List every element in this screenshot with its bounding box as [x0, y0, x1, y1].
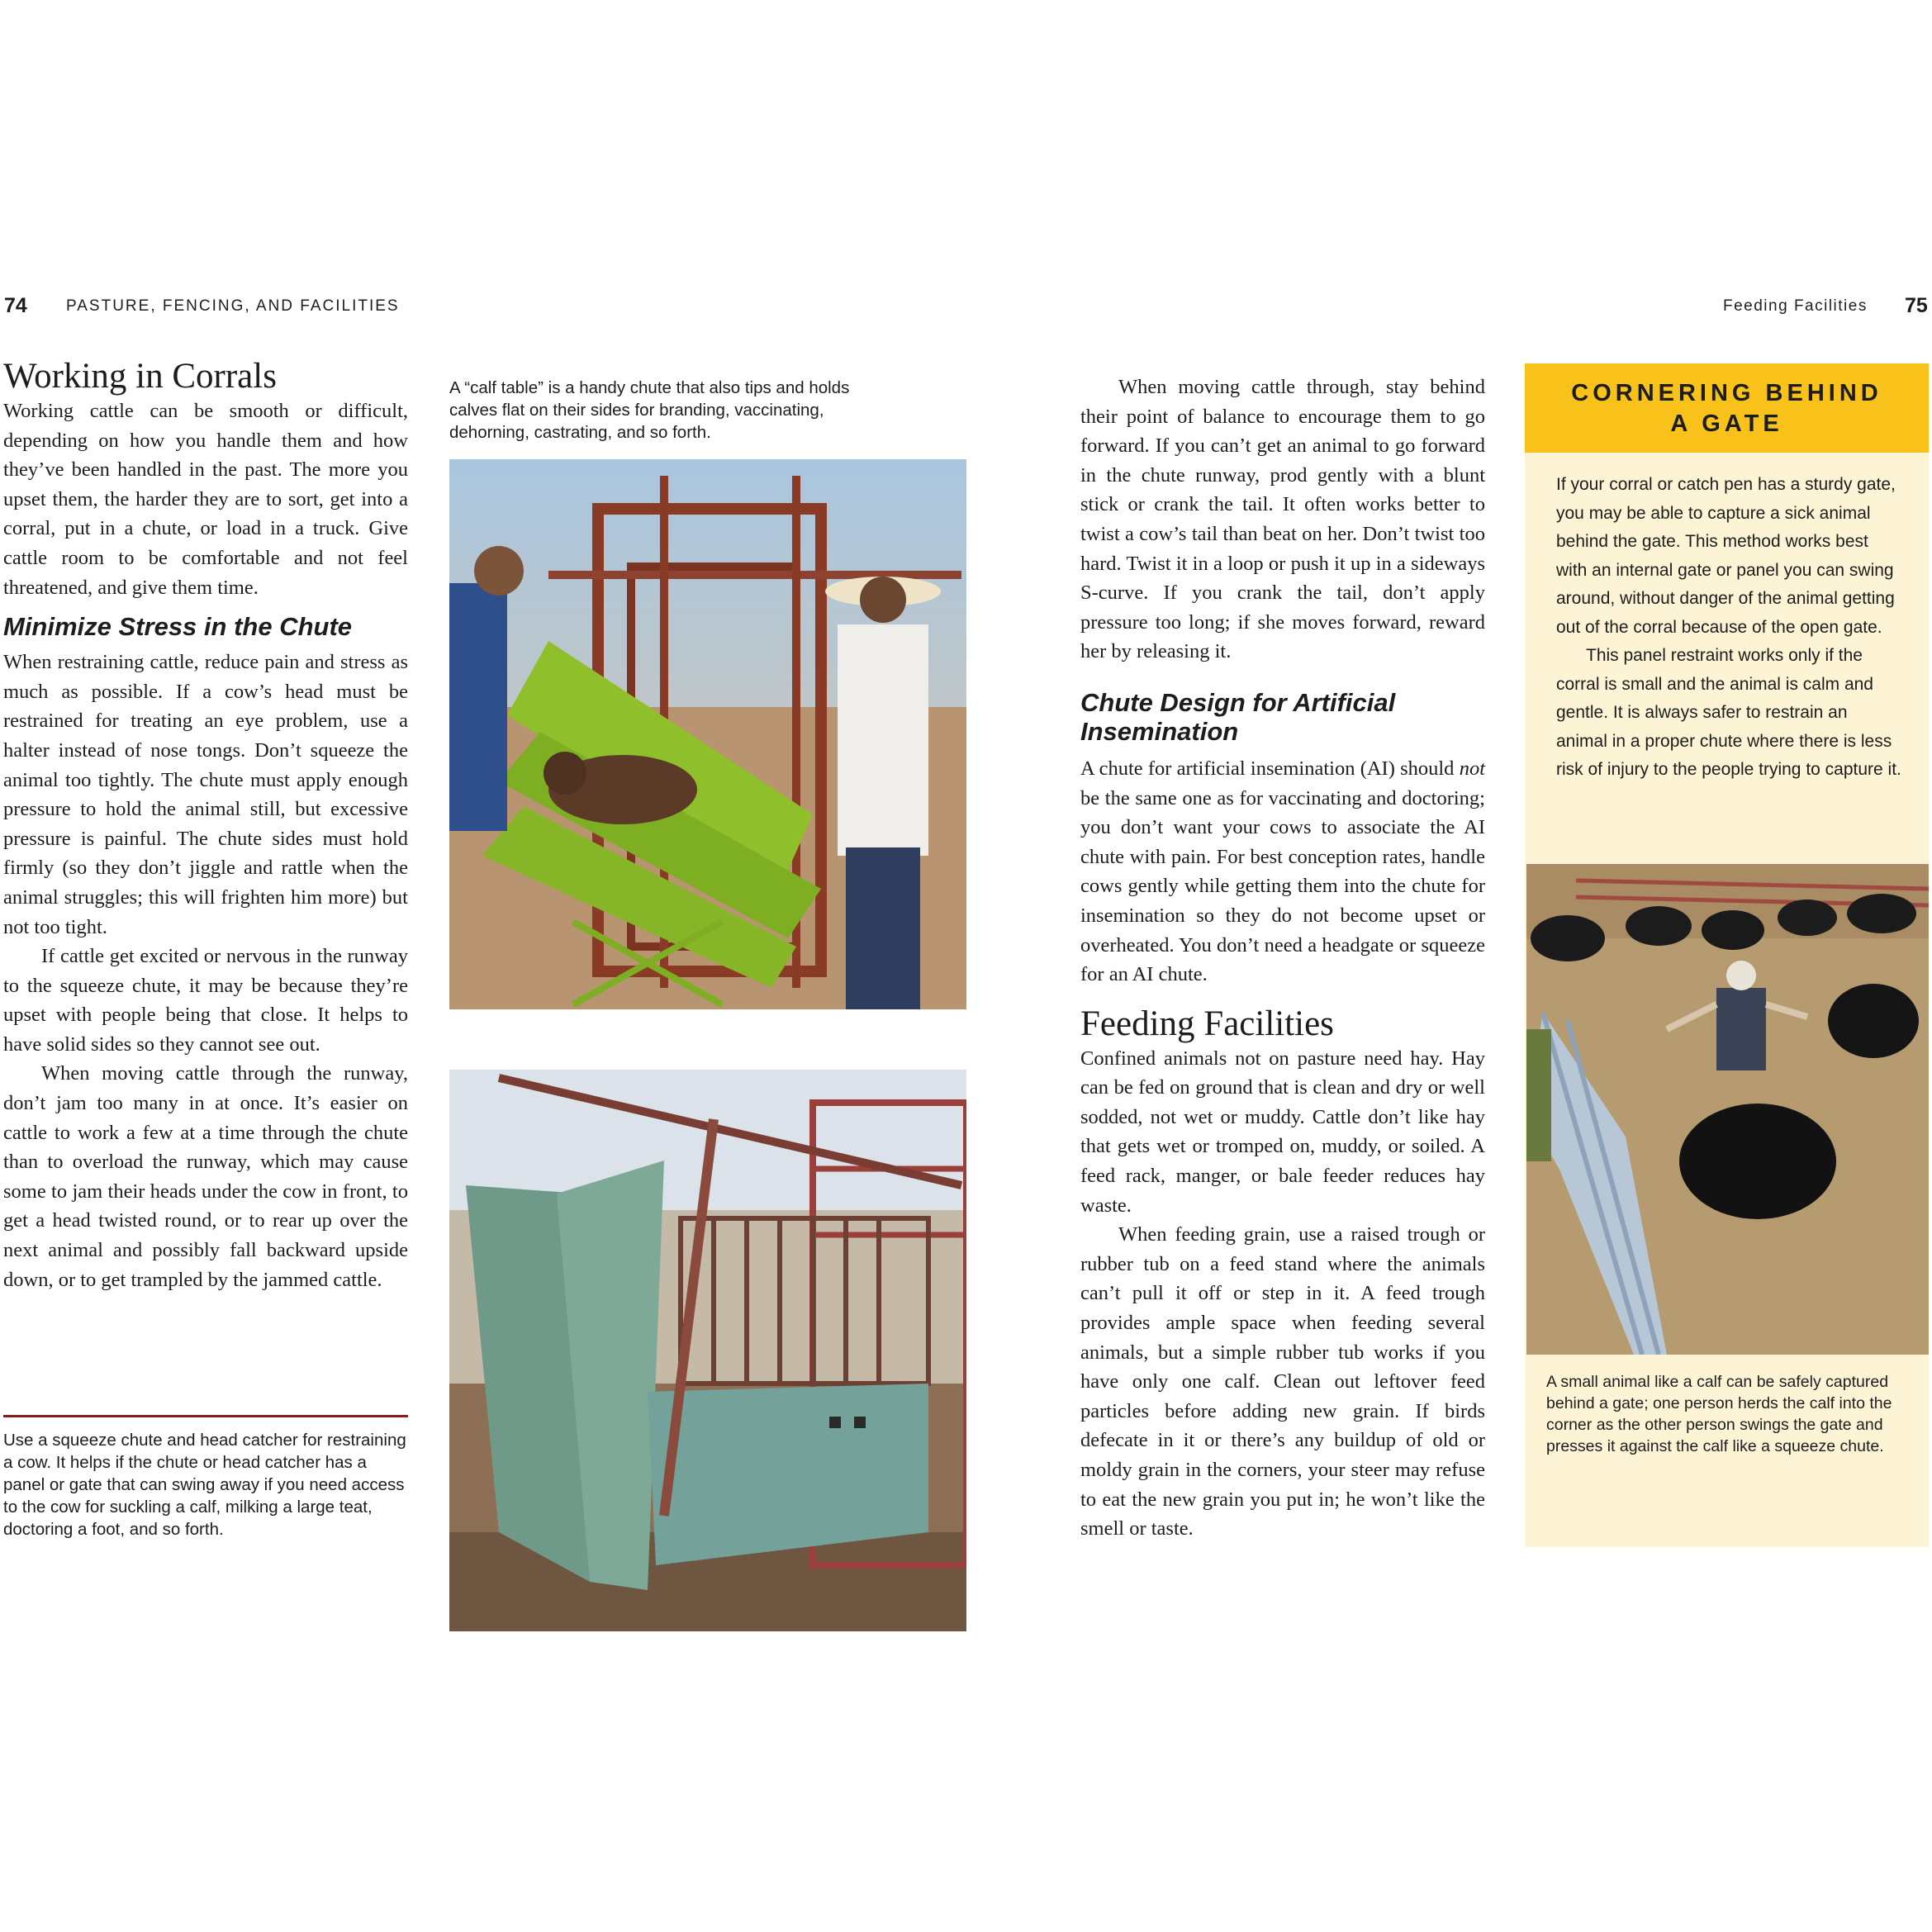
left-page-number: 74 — [4, 294, 27, 317]
squeeze-chute-caption-block — [3, 1429, 408, 1540]
squeeze-chute-caption: Use a squeeze chute and head catcher for restraining a cow. It helps if the chute or head catcher has a panel or gate that can swing away if you need access to the cow for suckling a calf, milking a large teat, doctoring a foot, and so forth. — [3, 1431, 406, 1539]
calf-table-caption: A “calf table” is a handy chute that also tips and holds calves flat on their sides for branding, vaccinating, dehorning, castrating, and so forth. — [449, 378, 850, 442]
right-column — [1080, 373, 1485, 1544]
sidebar-text — [1556, 471, 1903, 785]
squeeze-chute-photo — [449, 1070, 966, 1631]
caption-rule — [3, 1415, 408, 1417]
intro-paragraph: Working cattle can be smooth or difficult, depending on how you handle them and how they’ve been handled in the past. The more you upset them, the harder they are to sort, get into a corral, put in a chute, or load in a truck. Give cattle room to be comfortable and not feel threatened, and give them time. — [3, 400, 408, 599]
right-page-number: 75 — [1905, 294, 1928, 317]
sidebar-cornering-behind-gate — [1525, 363, 1929, 1547]
calf-table-illustration — [449, 459, 966, 1009]
paragraph-runway: When moving cattle through the runway, don’t jam too many in at once. It’s easier on cattle to work a few at a time through the chute than to overload the runway, which may cause some to jam their heads under the cow in front, to get a head twisted round, or to rear up over the next animal and possibly fall backward upside down, or to get trampled by the jammed cattle. — [3, 1062, 408, 1291]
sidebar-caption: A small animal like a calf can be safely captured behind a gate; one person herds the calf into the corner as the other person swings the gate and presses it against the calf like a squeeze chute. — [1546, 1373, 1892, 1455]
paragraph-grain: When feeding grain, use a raised trough or rubber tub on a feed stand where the animals can’t pull it off or step in it. A feed trough provides ample space when feeding several animals, but a simple rubber tub works if you have only one calf. Clean out leftover feed particles before adding new grain. If birds defecate in it or there’s any buildup of old or moldy grain in the corners, your steer may refuse to eat the new grain you put in; he won’t like the smell or taste. — [1080, 1223, 1485, 1540]
ai-text-emphasis: not — [1459, 757, 1485, 780]
left-column — [3, 357, 408, 1294]
calf-table-caption-block — [449, 377, 862, 444]
paragraph-excited-cattle: If cattle get excited or nervous in the runway to the squeeze chute, it may be because they’re upset with people being that close. It helps to have solid sides so they cannot see out. — [3, 945, 408, 1056]
subheading-minimize-stress: Minimize Stress in the Chute — [3, 612, 353, 642]
paragraph-hay: Confined animals not on pasture need hay. Hay can be fed on ground that is clean and dry or well sodded, not wet or muddy. Cattle don’t like hay that gets wet or tromped on, muddy, or soiled. A feed rack, manger, or bale feeder reduces hay waste. — [1080, 1047, 1485, 1217]
left-running-head: PASTURE, FENCING, AND FACILITIES — [66, 297, 400, 315]
gate-capture-illustration — [1526, 864, 1929, 1355]
heading-feeding-facilities: Feeding Facilities — [1080, 1004, 1334, 1043]
ai-text-after: be the same one as for vaccinating and doctoring; you don’t want your cows to associate the AI chute with pain. For best conception rates, handle cows gently while getting them into the chute for insemination so they do not become upset or overheated. You don’t need a headgate or squeeze for an AI chute. — [1080, 786, 1485, 986]
paragraph-ai-chute — [1080, 754, 1485, 990]
sidebar-paragraph-1: If your corral or catch pen has a sturdy gate, you may be able to capture a sick animal behind the gate. This method works best with an internal gate or panel you can swing around, without danger of the animal getting out of the corral because of the open gate. — [1556, 475, 1896, 637]
squeeze-chute-illustration — [449, 1070, 966, 1631]
sidebar-title-line2: A GATE — [1670, 411, 1783, 437]
calf-table-photo — [449, 459, 966, 1009]
sidebar-title-line1: CORNERING BEHIND — [1571, 380, 1882, 406]
gate-capture-photo — [1526, 864, 1929, 1355]
heading-working-in-corrals: Working in Corrals — [3, 357, 277, 396]
ai-text-before: A chute for artificial insemination (AI) should — [1080, 757, 1460, 780]
sidebar-header — [1525, 363, 1929, 453]
right-running-head: Feeding Facilities — [1723, 297, 1868, 315]
subheading-chute-design-ai: Chute Design for Artificial Insemination — [1080, 687, 1396, 746]
paragraph-point-of-balance: When moving cattle through, stay behind their point of balance to encourage them to go forward. If you can’t get an animal to go forward in the chute runway, prod gently with a blunt stick or crank the tail. It often works better to twist a cow’s tail than beat on her. Don’t twist too hard. Twist it in a loop or push it up in a sideways S-curve. If you crank the tail, don’t apply pressure too long; if she moves forward, reward her by releasing it. — [1080, 376, 1485, 663]
paragraph-restraining: When restraining cattle, reduce pain and stress as much as possible. If a cow’s head must be restrained for treating an eye problem, use a halter instead of nose tongs. Don’t squeeze the animal too tightly. The chute must apply enough pressure to hold the animal still, but excessive pressure is painful. The chute sides must hold firmly (so they don’t jiggle and rattle when the animal struggles; this will frighten him more) but not too tight. — [3, 651, 408, 938]
sidebar-title — [1525, 363, 1929, 439]
sidebar-paragraph-2: This panel restraint works only if the corral is small and the animal is calm and gentle. It is always safer to restrain an animal in a proper chute where there is less risk of injury to the people trying to capture it. — [1556, 646, 1901, 779]
sidebar-caption-block — [1546, 1371, 1910, 1457]
